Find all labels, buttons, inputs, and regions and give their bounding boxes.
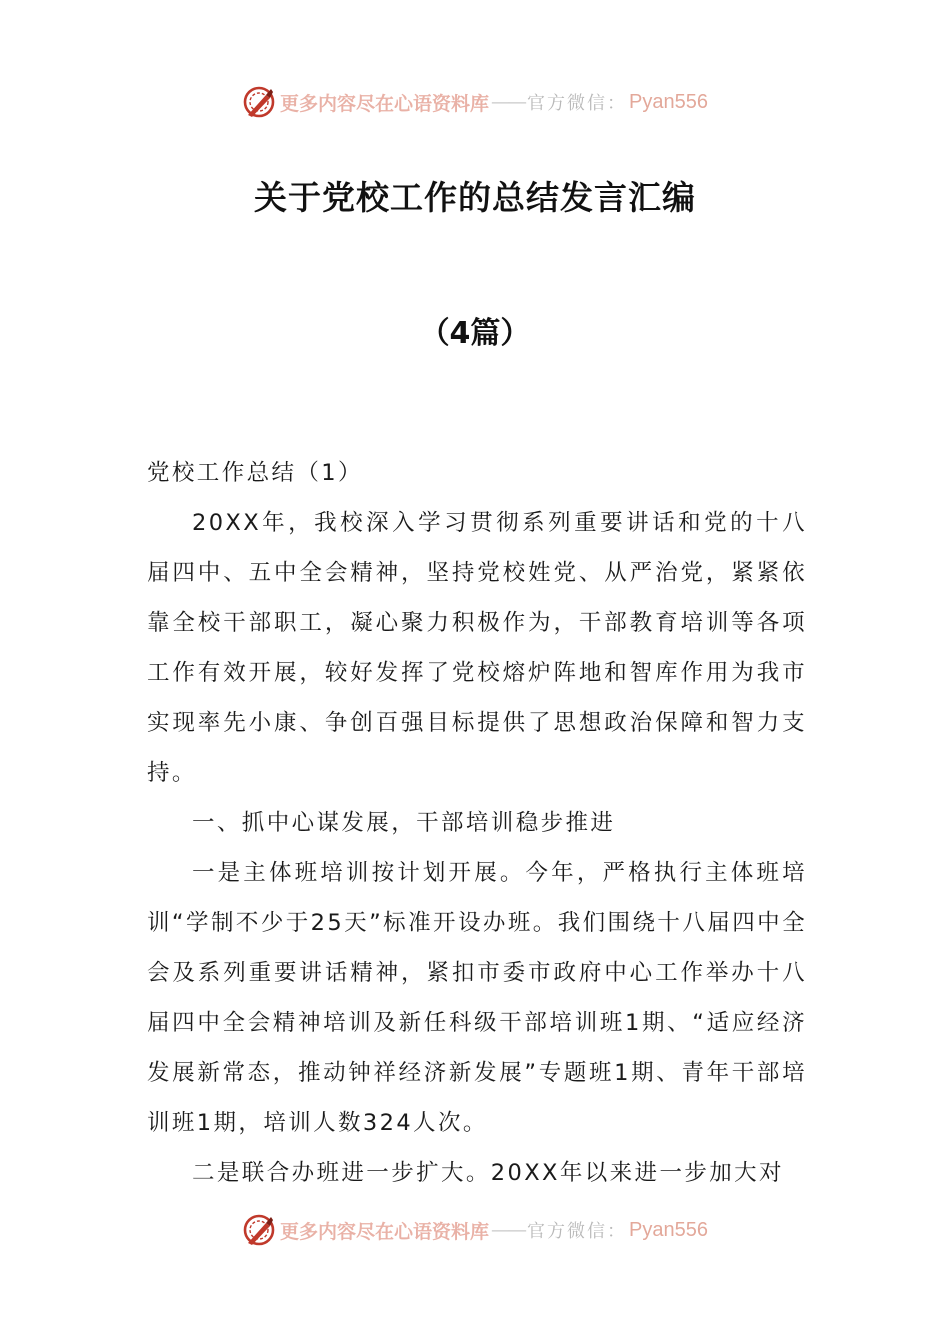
watermark-brand-text: 更多内容尽在心语资料库 [280,92,490,115]
body-paragraph: 20XX年，我校深入学习贯彻系列重要讲话和党的十八届四中、五中全会精神，坚持党校姓党、从严治党，紧紧依靠全校干部职工，凝心聚力积极作为，干部教育培训等各项工作有效开展，较好发挥了党校熔炉阵地和智库作用为我市实现率先小康、争创百强目标提供了思想政治保障和智力支持。 [147,510,807,786]
watermark-account-id: Pyan556 [629,90,708,113]
watermark-brand-text: 更多内容尽在心语资料库 [280,1220,490,1243]
watermark-dash: —— [491,1219,526,1241]
body-paragraph: 二是联合办班进一步扩大。20XX年以来进一步加大对 [192,1160,784,1186]
subsection-heading: 一、抓中心谋发展，干部培训稳步推进 [192,810,616,836]
pen-circle-logo-icon [242,1213,276,1247]
pen-circle-logo-icon [242,85,276,119]
document-title: 关于党校工作的总结发言汇编 [254,178,696,217]
watermark-dash: —— [491,91,526,113]
document-body [147,448,807,1198]
footer-watermark [0,1210,950,1250]
document-subtitle: （4篇） [419,316,531,351]
watermark-official-label: 官方微信： [527,93,628,114]
body-paragraph: 一是主体班培训按计划开展。今年，严格执行主体班培训“学制不少于25天”标准开设办班。我们围绕十八届四中全会及系列重要讲话精神，紧扣市委市政府中心工作举办十八届四中全会精神培训及新任科级干部培训班1期、“适应经济发展新常态，推动钟祥经济新发展”专题班1期、青年干部培训班1期，培训人数324人次。 [147,860,807,1136]
watermark-account-id: Pyan556 [629,1218,708,1241]
section-heading: 党校工作总结（1） [147,460,363,486]
header-watermark [0,82,950,122]
watermark-official-label: 官方微信： [527,1221,628,1242]
